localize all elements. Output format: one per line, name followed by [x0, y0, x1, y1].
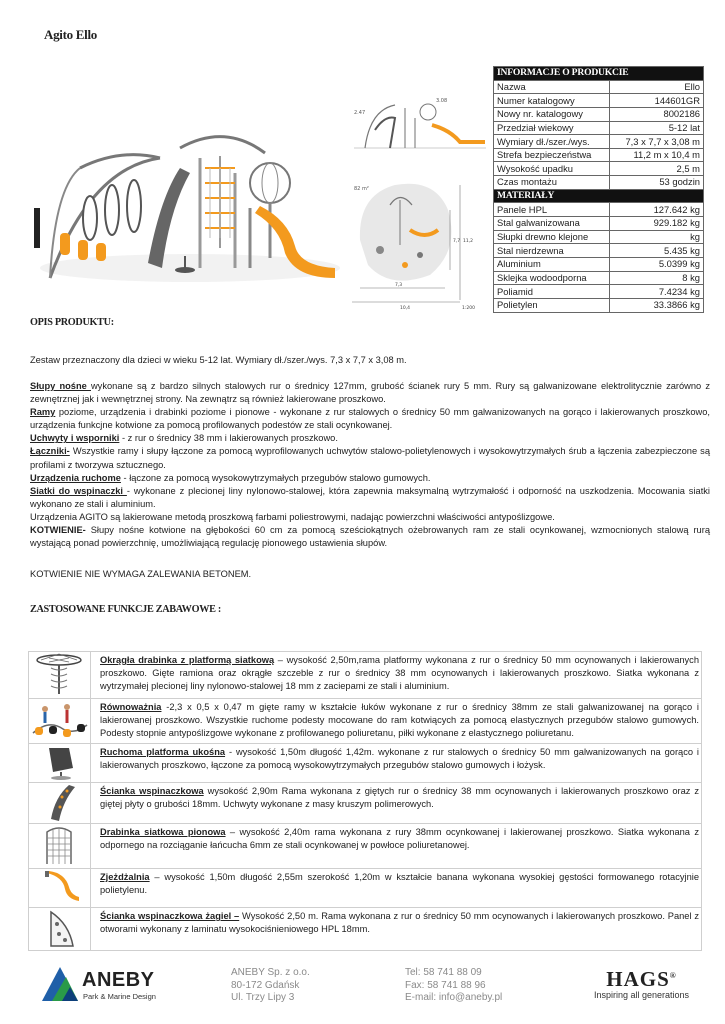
net-ladder-icon	[29, 824, 91, 869]
function-item	[91, 744, 702, 783]
function-name: Ścianka wspinaczkowa	[100, 786, 204, 796]
row-label: Aluminium	[494, 257, 610, 271]
function-item	[91, 908, 702, 951]
table-row	[29, 744, 702, 783]
term-label: Urządzenia ruchome	[30, 472, 121, 483]
function-text: – wysokość 1,50m długość 2,55m szerokość 1,20m w kształcie banana wykonana wysokiej gęstości formowanego rotacyjnie polietylenu.	[100, 872, 699, 895]
row-label: Nowy nr. katalogowy	[494, 107, 610, 121]
table-row	[494, 148, 704, 162]
slide-icon	[29, 869, 91, 908]
table-row	[494, 203, 704, 217]
table-row	[494, 162, 704, 176]
function-name: Równoważnia	[100, 702, 162, 712]
scale-label: 1:200	[462, 306, 475, 311]
dim-label: 2.47	[354, 110, 366, 116]
row-label: Czas montażu	[494, 176, 610, 190]
materials-heading: MATERIAŁY	[494, 189, 704, 203]
row-value: 2,5 m	[610, 162, 704, 176]
dim-label: 7,3	[395, 283, 403, 288]
row-value: 11,2 m x 10,4 m	[610, 148, 704, 162]
row-label: Nazwa	[494, 80, 610, 94]
row-value: Ello	[610, 80, 704, 94]
function-item	[91, 869, 702, 908]
function-item	[91, 783, 702, 824]
row-value: 5.0399 kg	[610, 257, 704, 271]
term-text: Wszystkie ramy i słupy łączone za pomocą wyprofilowanych uchwytów stalowo-polietylenowych i wysokowytrzymałych śrub a łączenia zabezpieczone są profilami z tworzywa sztucznego.	[30, 446, 710, 470]
term-text: poziome, urządzenia i drabinki poziome i pionowe - wykonane z rur stalowych o średnicy 50 mm galwanizowanych na gorąco i lakierowanych proszkowo, urządzenia funkcjne kotwione za pomocą profilowanych podestów ze stali ocynkowanej.	[30, 407, 710, 431]
table-row	[494, 257, 704, 271]
product-render	[30, 128, 346, 290]
dim-label: 7,7	[453, 239, 461, 244]
row-value: 8 kg	[610, 271, 704, 285]
tilted-platform-icon	[29, 744, 91, 783]
function-name: Okrągła drabinka z platformą siatkową	[100, 655, 275, 665]
table-row	[494, 271, 704, 285]
table-row	[494, 107, 704, 121]
table-row	[494, 285, 704, 299]
row-value: 144601GR	[610, 94, 704, 108]
registered-mark: ®	[669, 971, 677, 980]
row-label: Słupki drewno klejone	[494, 230, 610, 244]
climbing-wall-icon	[29, 783, 91, 824]
table-row	[494, 176, 704, 190]
function-name: Ruchoma platforma ukośna	[100, 747, 226, 757]
function-text: -2,3 x 0,5 x 0,47 m gięte ramy w kształcie łuków wykonane z rur o średnicy 38mm ze stali galwanizowanej na gorąco i lakierowanej proszkowo. Wszystkie ruchome podesty mocowane do ram kotwiących za pomocą elastycznych przegubów stalowo gumowych. Podesty stopnie antypoślizgowe wykonane z profilowanego poliuretanu, piłki wykonane z elastycznego poliuretanu.	[100, 702, 699, 738]
product-title: Agito Ello	[44, 27, 97, 42]
aneby-name: ANEBY	[82, 969, 155, 991]
aneby-mark-icon	[40, 965, 80, 1003]
row-value: 929.182 kg	[610, 217, 704, 231]
paragraph	[30, 485, 710, 511]
table-row	[494, 135, 704, 149]
product-info-table	[493, 66, 704, 313]
info-heading: INFORMACJE O PRODUKCIE	[494, 67, 704, 81]
function-text: – wysokość 2,50m,rama platformy wykonana z rur o średnicy 50 mm ocynowanych i lakierowanych proszkowo. Gięte ramiona oraz okrągłe szczeble z rur o średnicy 38 mm ocynowanych i lakierowanych proszkowo. Siatka wykonana z wytrzymałej plecionej liny nylonowo-stalowej 18 mm z zaciepami ze stali i aluminium.	[100, 655, 700, 691]
table-row	[494, 230, 704, 244]
table-row	[29, 652, 702, 699]
dim-label: 11,2	[463, 239, 474, 244]
term-text: wykonane są z bardzo silnych stalowych rur o średnicy 127mm, grubość ścianek rury 5 mm. Rury są galwanizowane elektrolitycznie zarówno z zewnętrznej jak i wewnętrznej strony. Na zewnątrz są również lakierowane proszkowo.	[30, 381, 711, 405]
paragraph: Urządzenia AGITO są lakierowane metodą proszkową farbami poliestrowymi, nadając powierzchni właściwości antypoślizgowe.	[30, 511, 555, 522]
table-row	[494, 80, 704, 94]
term-label: KOTWIENIE-	[30, 525, 86, 536]
address-line: 80-172 Gdańsk	[231, 979, 300, 991]
functions-table	[28, 651, 702, 951]
row-label: Panele HPL	[494, 203, 610, 217]
row-label: Przedział wiekowy	[494, 121, 610, 135]
term-label: Ramy	[30, 407, 56, 418]
table-row	[494, 94, 704, 108]
aneby-logo	[40, 965, 200, 1005]
row-label: Sklejka wodoodporna	[494, 271, 610, 285]
function-name: Zjeżdżalnia	[100, 872, 150, 882]
row-value: 127.642 kg	[610, 203, 704, 217]
term-label: Uchwyty i wsporniki	[30, 433, 120, 444]
round-ladder-icon	[29, 652, 91, 699]
row-value: 7.4234 kg	[610, 285, 704, 299]
area-label: 82 m²	[354, 186, 369, 192]
function-text: wysokość 2,90m Rama wykonana z giętych rur o średnicy 38 mm ocynowanych i lakierowanych proszkowo oraz z giętej płyty o grubości 18mm. Uchwyty wykonane z masy kruszym polimerowych.	[100, 786, 699, 809]
description-body	[30, 380, 710, 550]
sail-wall-icon	[29, 908, 91, 951]
row-label: Poliamid	[494, 285, 610, 299]
hags-tagline: Inspiring all generations	[594, 990, 690, 1000]
hags-logo	[594, 967, 689, 1000]
function-item	[91, 652, 702, 699]
paragraph	[30, 380, 710, 406]
company-address	[231, 967, 310, 1005]
term-text: - z rur o średnicy 38 mm i lakierowanych proszkowo.	[119, 433, 338, 444]
row-value: 8002186	[610, 107, 704, 121]
hags-name: HAGS	[606, 967, 670, 991]
aneby-tagline: Park & Marine Design	[83, 992, 156, 1001]
table-row	[494, 217, 704, 231]
address-line: Ul. Trzy Lipy 3	[231, 992, 295, 1003]
term-label: Siatki do wspinaczki	[30, 485, 127, 496]
balance-beam-icon	[29, 699, 91, 744]
table-row	[494, 121, 704, 135]
row-label: Wysokość upadku	[494, 162, 610, 176]
dim-label: 3.08	[436, 98, 448, 104]
table-row	[29, 699, 702, 744]
term-text: - łączone za pomocą wysokowytrzymałych przegubów stalowo gumowych.	[120, 472, 431, 483]
paragraph	[30, 472, 710, 485]
row-value: 53 godzin	[610, 176, 704, 190]
function-text: - wysokość 1,50m długość 1,42m. wykonane z rur stalowych o średnicy 50 mm galwanizowanych na gorąco i lakierowanych proszkowo, łączone za pomocą wysokowytrzymałych przegubów stalowo gumowych i łożysk.	[100, 747, 699, 770]
row-label: Strefa bezpieczeństwa	[494, 148, 610, 162]
function-item	[91, 699, 702, 744]
phone: Tel: 58 741 88 09	[405, 967, 482, 978]
term-label: Łączniki-	[30, 446, 70, 457]
company-contact	[405, 967, 502, 1005]
function-name: Drabinka siatkowa pionowa	[100, 827, 226, 837]
term-label: Słupy nośne	[30, 381, 91, 391]
function-item	[91, 824, 702, 869]
row-value: 5-12 lat	[610, 121, 704, 135]
function-text: Wysokość 2,50 m. Rama wykonana z rur o średnicy 50 mm ocynowanych i lakierowanych proszkowo. Panel z otworami wykonany z laminatu wysokociśnieniowego HPL 18mm.	[100, 911, 700, 934]
table-row	[29, 869, 702, 908]
row-value: kg	[610, 230, 704, 244]
fax: Fax: 58 741 88 96	[405, 979, 486, 991]
anchoring-note: KOTWIENIE NIE WYMAGA ZALEWANIA BETONEM.	[30, 569, 252, 579]
functions-heading: ZASTOSOWANE FUNKCJE ZABAWOWE :	[30, 604, 221, 615]
paragraph	[30, 524, 710, 550]
description-heading: OPIS PRODUKTU:	[30, 317, 114, 328]
row-label: Wymiary dł./szer./wys.	[494, 135, 610, 149]
row-label: Stal nierdzewna	[494, 244, 610, 258]
paragraph	[30, 445, 710, 471]
row-value: 5.435 kg	[610, 244, 704, 258]
function-name: Ścianka wspinaczkowa żagiel –	[100, 911, 240, 921]
paragraph	[30, 406, 710, 432]
description-intro: Zestaw przeznaczony dla dzieci w wieku 5-12 lat. Wymiary dł./szer./wys. 7,3 x 7,7 x 3,08 m.	[30, 355, 407, 365]
table-row	[29, 824, 702, 869]
row-label: Numer katalogowy	[494, 94, 610, 108]
dim-label: 10,4	[400, 306, 411, 311]
row-value: 7,3 x 7,7 x 3,08 m	[610, 135, 704, 149]
table-row	[494, 244, 704, 258]
row-label: Stal galwanizowana	[494, 217, 610, 231]
paragraph	[30, 432, 710, 445]
table-row	[29, 908, 702, 951]
row-value: 33.3866 kg	[610, 298, 704, 312]
row-label: Polietylen	[494, 298, 610, 312]
function-text: – wysokość 2,40m rama wykonana z rury 38mm ocynkowanej i lakierowanej proszkowo. Siatka wykonana z odpornego na rozciąganie łańcucha 6mm ze stali ocynkowanej w powłoce poliuretanowej.	[100, 827, 699, 850]
table-row	[29, 783, 702, 824]
term-text: - wykonane z plecionej liny nylonowo-stalowej, która zapewnia maksymalną wytrzymałość i odporność na uszkodzenia. Mocowania siatki wykonano ze stali i aluminium.	[30, 485, 710, 509]
term-text: Słupy nośne kotwione na głębokości 60 cm za pomocą sześciokątnych ożebrowanych ram ze stali ocynkowanej, wzmocnionych stalową rurą wystającą ponad powierzchnię, umożliwiającą regulację pionowego ustawienia słupów.	[30, 525, 710, 549]
address-line: ANEBY Sp. z o.o.	[231, 967, 310, 978]
technical-drawings	[350, 90, 488, 312]
email: E-mail: info@aneby.pl	[405, 992, 503, 1003]
table-row	[494, 298, 704, 312]
